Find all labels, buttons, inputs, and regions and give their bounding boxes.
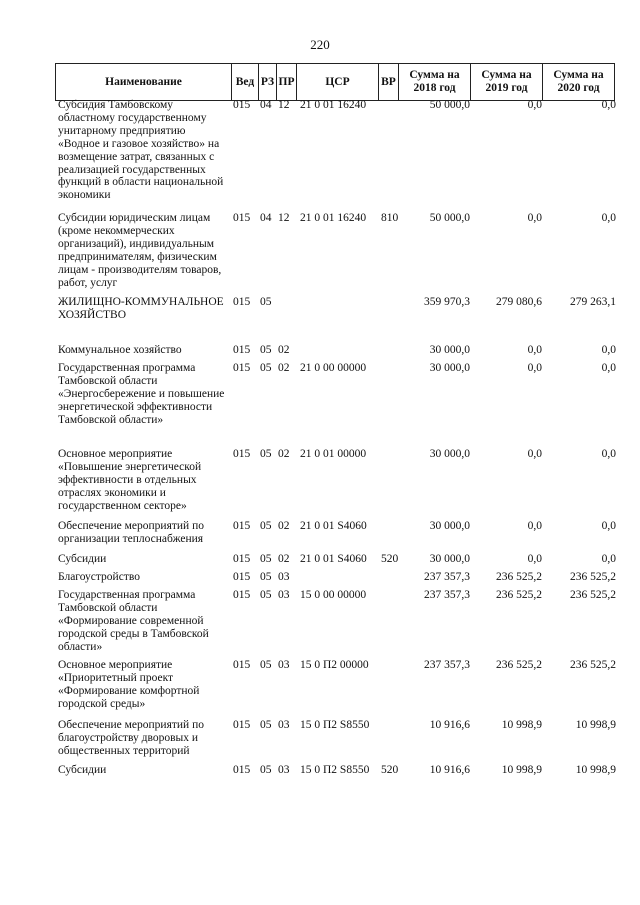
row-sum-2019: 0,0	[527, 362, 542, 374]
row-sum-2020: 0,0	[601, 212, 616, 224]
row-sum-2020: 0,0	[601, 553, 616, 565]
row-pr: 02	[278, 344, 290, 356]
row-name: Коммунальное хозяйство	[58, 344, 182, 356]
row-sum-2018: 30 000,0	[429, 520, 470, 532]
row-ved: 015	[233, 553, 251, 565]
row-ved: 015	[233, 99, 251, 111]
row-name: Обеспечение мероприятий по благоустройству дворовых и общественных территорий	[58, 719, 204, 757]
row-name: Субсидии	[58, 553, 107, 565]
row-name: Основное мероприятие «Приоритетный проект «Формирование комфортной городской среды»	[58, 659, 200, 710]
header-pr: ПР	[276, 64, 296, 100]
row-name: Субсидии	[58, 764, 107, 776]
row-rz: 04	[260, 99, 272, 111]
row-sum-2020: 236 525,2	[570, 571, 616, 583]
header-vr: ВР	[378, 64, 398, 100]
row-csr: 15 0 00 00000	[300, 589, 367, 601]
row-name: Обеспечение мероприятий по организации теплоснабжения	[58, 520, 204, 545]
row-ved: 015	[233, 659, 251, 671]
header-rz: РЗ	[258, 64, 276, 100]
row-sum-2019: 236 525,2	[496, 589, 542, 601]
row-ved: 015	[233, 296, 251, 308]
row-sum-2018: 50 000,0	[429, 99, 470, 111]
row-sum-2018: 10 916,6	[429, 719, 470, 731]
row-vr: 810	[381, 212, 399, 224]
row-ved: 015	[233, 589, 251, 601]
header-ved: Вед	[231, 64, 258, 100]
header-sum-2018: Сумма на 2018 год	[398, 64, 470, 100]
row-rz: 05	[260, 571, 272, 583]
row-rz: 05	[260, 589, 272, 601]
row-ved: 015	[233, 520, 251, 532]
row-sum-2018: 30 000,0	[429, 344, 470, 356]
row-sum-2019: 279 080,6	[496, 296, 542, 308]
row-ved: 015	[233, 764, 251, 776]
row-sum-2018: 30 000,0	[429, 362, 470, 374]
row-name: Основное мероприятие «Повышение энергетической эффективности в отдельных отраслях экономики и государственном секторе»	[58, 448, 202, 512]
row-sum-2019: 0,0	[527, 448, 542, 460]
row-ved: 015	[233, 362, 251, 374]
row-csr: 21 0 01 00000	[300, 448, 367, 460]
row-pr: 02	[278, 448, 290, 460]
row-sum-2020: 236 525,2	[570, 589, 616, 601]
row-name: Субсидия Тамбовскому областному государственному унитарному предприятию «Водное и газовое хозяйство» на возмещение затрат, связанных с реализацией государственных функций в области национальной экономики	[58, 99, 224, 202]
row-rz: 05	[260, 344, 272, 356]
row-csr: 21 0 01 16240	[300, 99, 367, 111]
row-sum-2020: 10 998,9	[575, 719, 616, 731]
row-sum-2020: 0,0	[601, 520, 616, 532]
row-rz: 04	[260, 212, 272, 224]
row-sum-2019: 0,0	[527, 553, 542, 565]
row-sum-2020: 0,0	[601, 362, 616, 374]
row-ved: 015	[233, 344, 251, 356]
row-name: Государственная программа Тамбовской области «Формирование современной городской среды в Тамбовской области»	[58, 589, 209, 653]
row-sum-2019: 236 525,2	[496, 659, 542, 671]
page-number: 220	[310, 37, 330, 52]
row-name: ЖИЛИЩНО-КОММУНАЛЬНОЕ ХОЗЯЙСТВО	[58, 296, 224, 321]
row-csr: 15 0 П2 S8550	[300, 764, 370, 776]
row-ved: 015	[233, 719, 251, 731]
row-rz: 05	[260, 553, 272, 565]
row-sum-2020: 236 525,2	[570, 659, 616, 671]
row-sum-2018: 10 916,6	[429, 764, 470, 776]
header-csr: ЦСР	[296, 64, 378, 100]
row-ved: 015	[233, 212, 251, 224]
row-pr: 03	[278, 719, 290, 731]
row-sum-2019: 10 998,9	[501, 764, 542, 776]
row-sum-2020: 10 998,9	[575, 764, 616, 776]
row-sum-2018: 237 357,3	[424, 571, 470, 583]
row-sum-2018: 237 357,3	[424, 659, 470, 671]
row-sum-2018: 237 357,3	[424, 589, 470, 601]
row-csr: 21 0 01 S4060	[300, 553, 367, 565]
row-sum-2019: 10 998,9	[501, 719, 542, 731]
row-rz: 05	[260, 362, 272, 374]
row-csr: 21 0 01 16240	[300, 212, 367, 224]
row-csr: 15 0 П2 S8550	[300, 719, 370, 731]
row-sum-2020: 0,0	[601, 448, 616, 460]
row-sum-2019: 0,0	[527, 212, 542, 224]
row-rz: 05	[260, 520, 272, 532]
row-pr: 03	[278, 571, 290, 583]
row-name: Благоустройство	[58, 571, 140, 583]
row-csr: 21 0 00 00000	[300, 362, 367, 374]
row-pr: 03	[278, 589, 290, 601]
row-vr: 520	[381, 553, 399, 565]
row-csr: 15 0 П2 00000	[300, 659, 369, 671]
row-pr: 03	[278, 764, 290, 776]
row-ved: 015	[233, 571, 251, 583]
row-sum-2020: 279 263,1	[570, 296, 616, 308]
row-sum-2018: 50 000,0	[429, 212, 470, 224]
row-name: Субсидии юридическим лицам (кроме некоммерческих организаций), индивидуальным предпринимателям, физическим лицам - производителям товаров, работ, услуг	[58, 212, 222, 289]
row-rz: 05	[260, 296, 272, 308]
table-header	[55, 63, 615, 101]
row-sum-2019: 0,0	[527, 344, 542, 356]
row-vr: 520	[381, 764, 399, 776]
row-rz: 05	[260, 719, 272, 731]
row-sum-2018: 30 000,0	[429, 553, 470, 565]
row-pr: 12	[278, 212, 290, 224]
row-sum-2019: 236 525,2	[496, 571, 542, 583]
row-pr: 03	[278, 659, 290, 671]
row-rz: 05	[260, 448, 272, 460]
row-pr: 02	[278, 520, 290, 532]
row-sum-2020: 0,0	[601, 99, 616, 111]
row-rz: 05	[260, 659, 272, 671]
row-sum-2018: 359 970,3	[424, 296, 470, 308]
row-ved: 015	[233, 448, 251, 460]
row-csr: 21 0 01 S4060	[300, 520, 367, 532]
row-sum-2020: 0,0	[601, 344, 616, 356]
header-sum-2019: Сумма на 2019 год	[470, 64, 542, 100]
header-sum-2020: Сумма на 2020 год	[542, 64, 614, 100]
row-sum-2018: 30 000,0	[429, 448, 470, 460]
row-name: Государственная программа Тамбовской области «Энергосбережение и повышение энергетической эффективности Тамбовской области»	[58, 362, 225, 426]
row-rz: 05	[260, 764, 272, 776]
row-pr: 02	[278, 362, 290, 374]
row-pr: 02	[278, 553, 290, 565]
row-sum-2019: 0,0	[527, 99, 542, 111]
row-sum-2019: 0,0	[527, 520, 542, 532]
row-pr: 12	[278, 99, 290, 111]
header-name: Наименование	[105, 75, 182, 88]
